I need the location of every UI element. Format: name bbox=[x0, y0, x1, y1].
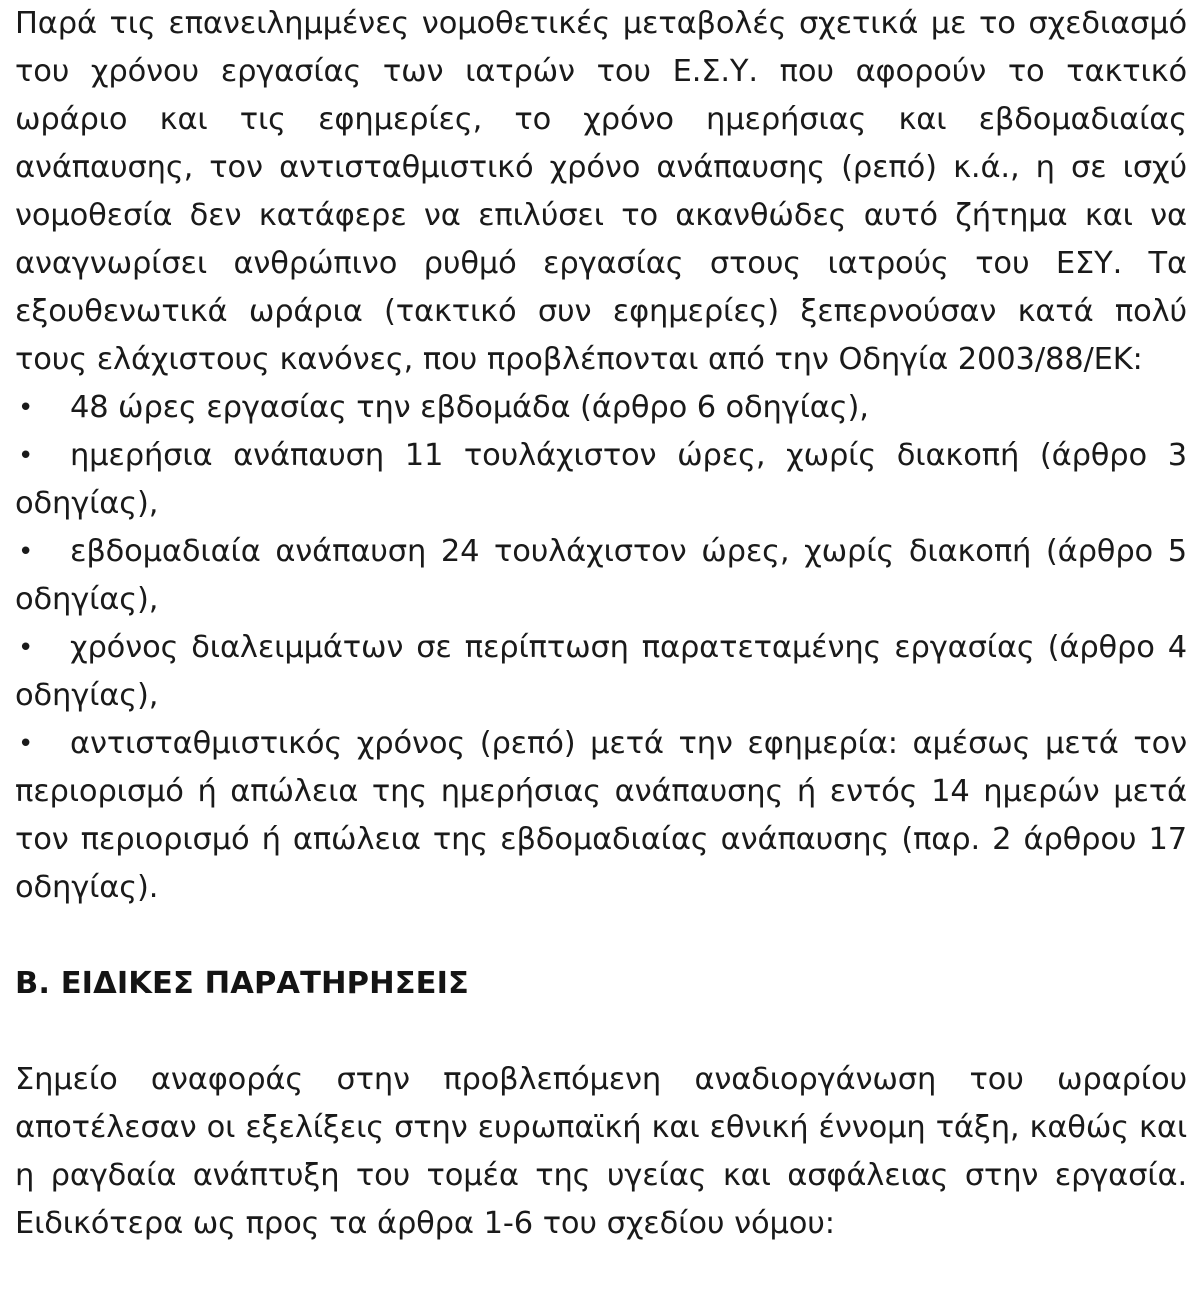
bullet-point-icon: • bbox=[18, 633, 34, 663]
bullet-point-icon: • bbox=[18, 441, 34, 471]
spacer-after-heading bbox=[15, 1008, 1187, 1056]
list-item bbox=[15, 720, 1187, 912]
intro-paragraph: Παρά τις επανειλημμένες νομοθετικές μεταβολές σχετικά με το σχεδιασμό του χρόνου εργασίας των ιατρών του Ε.Σ.Υ. που αφορούν το τακτικό ωράριο και τις εφημερίες, το χρόνο ημερήσιας και εβδομαδιαίας ανάπαυσης, τον αντισταθμιστικό χρόνο ανάπαυσης (ρεπό) κ.ά., η σε ισχύ νομοθεσία δεν κατάφερε να επιλύσει το ακανθώδες αυτό ζήτημα και να αναγνωρίσει ανθρώπινο ρυθμό εργασίας στους ιατρούς του ΕΣΥ. Τα εξουθενωτικά ωράρια (τακτικό συν εφημερίες) ξεπερνούσαν κατά πολύ τους ελάχιστους κανόνες, που προβλέπονται από την Οδηγία 2003/88/ΕΚ: bbox=[15, 6, 1187, 377]
directive-minimum-rules-list bbox=[15, 384, 1187, 912]
bullet-compensatory-rest-text: αντισταθμιστικός χρόνος (ρεπό) μετά την εφημερία: αμέσως μετά τον περιορισμό ή απώλεια της ημερήσιας ανάπαυσης ή εντός 14 ημερών μετά τον περιορισμό ή απώλεια της εβδομαδιαίας ανάπαυσης (παρ. 2 άρθρου 17 οδηγίας). bbox=[15, 726, 1187, 905]
list-item bbox=[15, 624, 1187, 720]
spacer-before-heading bbox=[15, 912, 1187, 960]
closing-paragraph: Σημείο αναφοράς στην προβλεπόμενη αναδιοργάνωση του ωραρίου αποτέλεσαν οι εξελίξεις στην ευρωπαϊκή και εθνική έννομη τάξη, καθώς και η ραγδαία ανάπτυξη του τομέα της υγείας και ασφάλειας στην εργασία. Ειδικότερα ως προς τα άρθρα 1-6 του σχεδίου νόμου: bbox=[15, 1062, 1187, 1241]
section-heading-special-observations: Β. ΕΙΔΙΚΕΣ ΠΑΡΑΤΗΡΗΣΕΙΣ bbox=[15, 966, 469, 1001]
list-item bbox=[15, 528, 1187, 624]
document-body bbox=[15, 0, 1187, 1248]
bullet-breaks-text: χρόνος διαλειμμάτων σε περίπτωση παρατεταμένης εργασίας (άρθρο 4 οδηγίας), bbox=[15, 630, 1187, 713]
bullet-weekly-rest-text: εβδομαδιαία ανάπαυση 24 τουλάχιστον ώρες, χωρίς διακοπή (άρθρο 5 οδηγίας), bbox=[15, 534, 1187, 617]
bullet-point-icon: • bbox=[18, 729, 34, 759]
bullet-48-hours-text: 48 ώρες εργασίας την εβδομάδα (άρθρο 6 οδηγίας), bbox=[70, 390, 869, 425]
bullet-point-icon: • bbox=[18, 537, 34, 567]
bullet-daily-rest-text: ημερήσια ανάπαυση 11 τουλάχιστον ώρες, χωρίς διακοπή (άρθρο 3 οδηγίας), bbox=[15, 438, 1187, 521]
list-item bbox=[15, 432, 1187, 528]
bullet-point-icon: • bbox=[18, 393, 34, 423]
list-item bbox=[15, 384, 1187, 432]
